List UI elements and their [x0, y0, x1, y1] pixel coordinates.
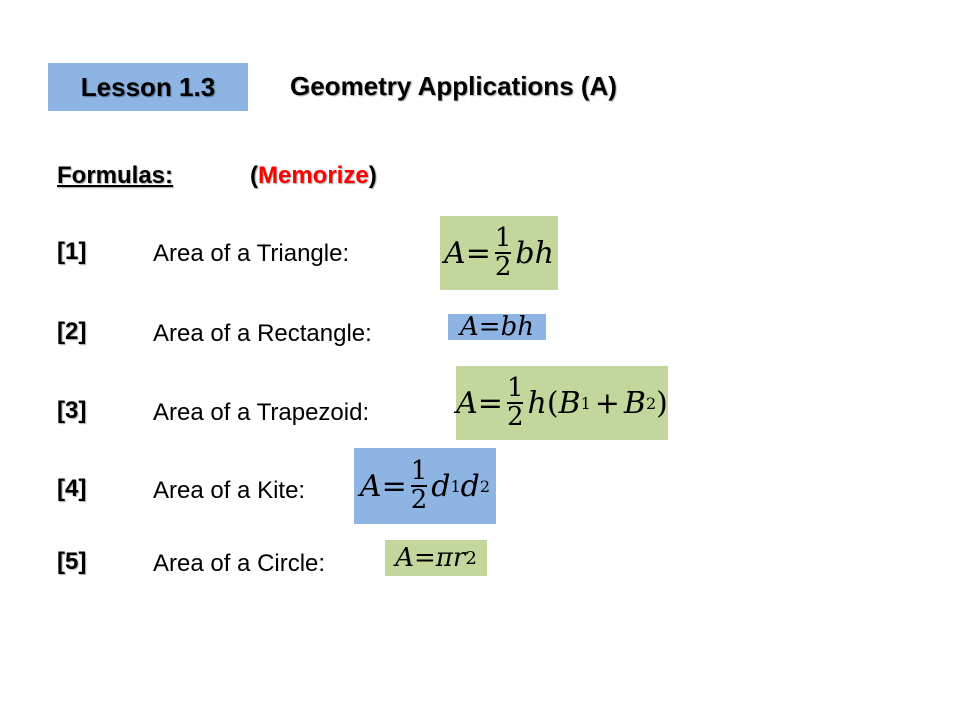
formula-circle: A = π r 2: [385, 540, 487, 576]
fraction-one-half: $\frac{1}{2}$: [506, 372, 524, 432]
formulas-label: Formulas:: [57, 162, 174, 189]
formula-trapezoid: A = $\frac{1}{2}$ h ( B 1 + B 2 ): [456, 366, 668, 440]
lesson-label: Lesson 1.3: [80, 71, 216, 102]
memorize-open-paren: (: [250, 162, 258, 189]
lesson-badge: [48, 63, 248, 111]
item-number-2: [2]: [57, 318, 87, 345]
item-label-rectangle: Area of a Rectangle:: [153, 320, 372, 347]
item-label-trapezoid: Area of a Trapezoid:: [153, 399, 370, 426]
memorize-note: [250, 162, 377, 190]
item-label-circle: Area of a Circle:: [153, 550, 326, 577]
memorize-text: Memorize: [258, 162, 369, 189]
item-label-kite: Area of a Kite:: [153, 477, 306, 504]
page-title: Geometry Applications (A): [290, 71, 617, 101]
formula-rectangle: A = bh: [448, 314, 546, 340]
formula-triangle: A = $\frac{1}{2}$ bh: [440, 216, 558, 290]
item-number-5: [5]: [57, 548, 87, 575]
fraction-one-half: $\frac{1}{2}$: [410, 455, 428, 515]
formula-kite: A = $\frac{1}{2}$ d 1 d 2: [354, 448, 496, 524]
memorize-close-paren: ): [368, 162, 377, 189]
item-number-4: [4]: [57, 475, 87, 502]
item-number-1: [1]: [57, 238, 87, 265]
item-label-triangle: Area of a Triangle:: [153, 240, 350, 267]
item-number-3: [3]: [57, 397, 87, 424]
fraction-one-half: $\frac{1}{2}$: [494, 222, 512, 282]
